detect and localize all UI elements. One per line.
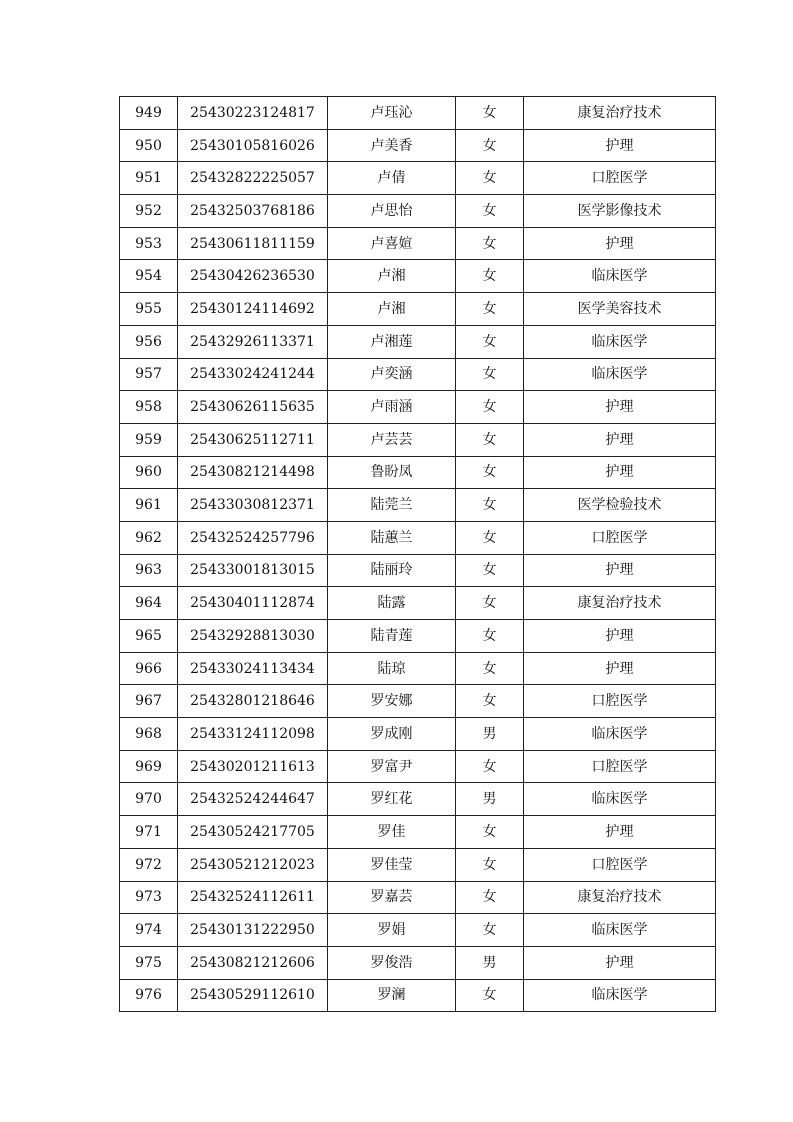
major-cell: 临床医学 xyxy=(524,718,716,751)
table-row xyxy=(120,260,716,293)
gender-cell: 女 xyxy=(456,358,524,391)
row-number-cell: 973 xyxy=(120,881,178,914)
student-name-cell: 陆丽玲 xyxy=(328,554,456,587)
table-row xyxy=(120,456,716,489)
candidate-id-cell: 25433024241244 xyxy=(178,358,328,391)
gender-cell: 男 xyxy=(456,718,524,751)
major-cell: 口腔医学 xyxy=(524,685,716,718)
gender-cell: 女 xyxy=(456,489,524,522)
student-name-cell: 卢湘 xyxy=(328,260,456,293)
row-number-cell: 970 xyxy=(120,783,178,816)
student-name-cell: 卢倩 xyxy=(328,162,456,195)
student-name-cell: 罗俊浩 xyxy=(328,946,456,979)
gender-cell: 女 xyxy=(456,293,524,326)
candidate-id-cell: 25430401112874 xyxy=(178,587,328,620)
candidate-id-cell: 25430521212023 xyxy=(178,848,328,881)
major-cell: 护理 xyxy=(524,946,716,979)
table-row xyxy=(120,391,716,424)
student-name-cell: 罗富尹 xyxy=(328,750,456,783)
table-row xyxy=(120,652,716,685)
table-row xyxy=(120,848,716,881)
row-number-cell: 964 xyxy=(120,587,178,620)
gender-cell: 女 xyxy=(456,750,524,783)
gender-cell: 女 xyxy=(456,848,524,881)
gender-cell: 女 xyxy=(456,162,524,195)
gender-cell: 女 xyxy=(456,423,524,456)
gender-cell: 女 xyxy=(456,227,524,260)
table-row xyxy=(120,293,716,326)
gender-cell: 女 xyxy=(456,816,524,849)
table-row xyxy=(120,521,716,554)
candidate-id-cell: 25430626115635 xyxy=(178,391,328,424)
gender-cell: 女 xyxy=(456,521,524,554)
row-number-cell: 957 xyxy=(120,358,178,391)
row-number-cell: 959 xyxy=(120,423,178,456)
row-number-cell: 958 xyxy=(120,391,178,424)
student-name-cell: 卢湘莲 xyxy=(328,325,456,358)
student-name-cell: 卢芸芸 xyxy=(328,423,456,456)
major-cell: 口腔医学 xyxy=(524,848,716,881)
major-cell: 护理 xyxy=(524,554,716,587)
major-cell: 康复治疗技术 xyxy=(524,587,716,620)
candidate-id-cell: 25432928813030 xyxy=(178,620,328,653)
row-number-cell: 969 xyxy=(120,750,178,783)
student-name-cell: 卢美香 xyxy=(328,129,456,162)
major-cell: 护理 xyxy=(524,391,716,424)
row-number-cell: 976 xyxy=(120,979,178,1012)
student-name-cell: 陆青莲 xyxy=(328,620,456,653)
candidate-id-cell: 25430131222950 xyxy=(178,914,328,947)
row-number-cell: 965 xyxy=(120,620,178,653)
student-name-cell: 罗佳 xyxy=(328,816,456,849)
row-number-cell: 974 xyxy=(120,914,178,947)
gender-cell: 女 xyxy=(456,554,524,587)
major-cell: 护理 xyxy=(524,456,716,489)
student-name-cell: 卢雨涵 xyxy=(328,391,456,424)
candidate-id-cell: 25433001813015 xyxy=(178,554,328,587)
table-row xyxy=(120,587,716,620)
candidate-id-cell: 25430821214498 xyxy=(178,456,328,489)
student-name-cell: 卢珏沁 xyxy=(328,97,456,130)
gender-cell: 女 xyxy=(456,620,524,653)
table-row xyxy=(120,97,716,130)
table-row xyxy=(120,783,716,816)
major-cell: 临床医学 xyxy=(524,979,716,1012)
student-name-cell: 陆露 xyxy=(328,587,456,620)
gender-cell: 女 xyxy=(456,97,524,130)
gender-cell: 女 xyxy=(456,685,524,718)
row-number-cell: 953 xyxy=(120,227,178,260)
major-cell: 护理 xyxy=(524,423,716,456)
table-row xyxy=(120,358,716,391)
gender-cell: 女 xyxy=(456,979,524,1012)
row-number-cell: 954 xyxy=(120,260,178,293)
major-cell: 口腔医学 xyxy=(524,750,716,783)
student-name-cell: 陆琼 xyxy=(328,652,456,685)
row-number-cell: 967 xyxy=(120,685,178,718)
major-cell: 临床医学 xyxy=(524,358,716,391)
table-row xyxy=(120,227,716,260)
student-name-cell: 鲁盼凤 xyxy=(328,456,456,489)
major-cell: 护理 xyxy=(524,620,716,653)
row-number-cell: 960 xyxy=(120,456,178,489)
candidate-id-cell: 25433030812371 xyxy=(178,489,328,522)
gender-cell: 女 xyxy=(456,195,524,228)
candidate-id-cell: 25433124112098 xyxy=(178,718,328,751)
student-name-cell: 陆蕙兰 xyxy=(328,521,456,554)
student-name-cell: 卢喜媗 xyxy=(328,227,456,260)
major-cell: 护理 xyxy=(524,816,716,849)
candidate-id-cell: 25432524244647 xyxy=(178,783,328,816)
candidate-id-cell: 25430524217705 xyxy=(178,816,328,849)
roster-table xyxy=(119,96,716,1012)
roster-body xyxy=(120,97,716,1012)
table-row xyxy=(120,129,716,162)
candidate-id-cell: 25430124114692 xyxy=(178,293,328,326)
gender-cell: 女 xyxy=(456,456,524,489)
major-cell: 护理 xyxy=(524,227,716,260)
student-name-cell: 陆莞兰 xyxy=(328,489,456,522)
major-cell: 口腔医学 xyxy=(524,162,716,195)
candidate-id-cell: 25430223124817 xyxy=(178,97,328,130)
major-cell: 临床医学 xyxy=(524,783,716,816)
table-row xyxy=(120,162,716,195)
major-cell: 护理 xyxy=(524,652,716,685)
table-row xyxy=(120,325,716,358)
major-cell: 临床医学 xyxy=(524,914,716,947)
candidate-id-cell: 25432503768186 xyxy=(178,195,328,228)
table-row xyxy=(120,423,716,456)
candidate-id-cell: 25433024113434 xyxy=(178,652,328,685)
candidate-id-cell: 25432524112611 xyxy=(178,881,328,914)
table-row xyxy=(120,489,716,522)
candidate-id-cell: 25432926113371 xyxy=(178,325,328,358)
table-row xyxy=(120,816,716,849)
candidate-id-cell: 25430821212606 xyxy=(178,946,328,979)
student-name-cell: 罗安娜 xyxy=(328,685,456,718)
row-number-cell: 955 xyxy=(120,293,178,326)
gender-cell: 男 xyxy=(456,783,524,816)
major-cell: 临床医学 xyxy=(524,260,716,293)
row-number-cell: 952 xyxy=(120,195,178,228)
gender-cell: 男 xyxy=(456,946,524,979)
row-number-cell: 966 xyxy=(120,652,178,685)
row-number-cell: 975 xyxy=(120,946,178,979)
table-row xyxy=(120,946,716,979)
major-cell: 临床医学 xyxy=(524,325,716,358)
major-cell: 护理 xyxy=(524,129,716,162)
gender-cell: 女 xyxy=(456,652,524,685)
student-name-cell: 罗娟 xyxy=(328,914,456,947)
table-row xyxy=(120,750,716,783)
gender-cell: 女 xyxy=(456,260,524,293)
student-name-cell: 卢奕涵 xyxy=(328,358,456,391)
row-number-cell: 951 xyxy=(120,162,178,195)
candidate-id-cell: 25430625112711 xyxy=(178,423,328,456)
major-cell: 康复治疗技术 xyxy=(524,97,716,130)
gender-cell: 女 xyxy=(456,129,524,162)
gender-cell: 女 xyxy=(456,881,524,914)
candidate-id-cell: 25430611811159 xyxy=(178,227,328,260)
major-cell: 医学影像技术 xyxy=(524,195,716,228)
major-cell: 医学检验技术 xyxy=(524,489,716,522)
candidate-id-cell: 25430529112610 xyxy=(178,979,328,1012)
table-row xyxy=(120,881,716,914)
candidate-id-cell: 25430105816026 xyxy=(178,129,328,162)
major-cell: 口腔医学 xyxy=(524,521,716,554)
row-number-cell: 971 xyxy=(120,816,178,849)
major-cell: 康复治疗技术 xyxy=(524,881,716,914)
table-row xyxy=(120,685,716,718)
candidate-id-cell: 25430201211613 xyxy=(178,750,328,783)
table-row xyxy=(120,554,716,587)
gender-cell: 女 xyxy=(456,914,524,947)
major-cell: 医学美容技术 xyxy=(524,293,716,326)
table-row xyxy=(120,620,716,653)
table-row xyxy=(120,979,716,1012)
row-number-cell: 961 xyxy=(120,489,178,522)
row-number-cell: 972 xyxy=(120,848,178,881)
student-name-cell: 罗红花 xyxy=(328,783,456,816)
student-name-cell: 卢思怡 xyxy=(328,195,456,228)
student-name-cell: 罗澜 xyxy=(328,979,456,1012)
row-number-cell: 956 xyxy=(120,325,178,358)
table-row xyxy=(120,914,716,947)
candidate-id-cell: 25432524257796 xyxy=(178,521,328,554)
row-number-cell: 968 xyxy=(120,718,178,751)
student-name-cell: 卢湘 xyxy=(328,293,456,326)
row-number-cell: 949 xyxy=(120,97,178,130)
table-row xyxy=(120,718,716,751)
gender-cell: 女 xyxy=(456,391,524,424)
candidate-id-cell: 25432801218646 xyxy=(178,685,328,718)
row-number-cell: 950 xyxy=(120,129,178,162)
student-name-cell: 罗嘉芸 xyxy=(328,881,456,914)
student-name-cell: 罗佳莹 xyxy=(328,848,456,881)
candidate-id-cell: 25430426236530 xyxy=(178,260,328,293)
gender-cell: 女 xyxy=(456,587,524,620)
row-number-cell: 963 xyxy=(120,554,178,587)
student-name-cell: 罗成刚 xyxy=(328,718,456,751)
table-row xyxy=(120,195,716,228)
gender-cell: 女 xyxy=(456,325,524,358)
candidate-id-cell: 25432822225057 xyxy=(178,162,328,195)
row-number-cell: 962 xyxy=(120,521,178,554)
